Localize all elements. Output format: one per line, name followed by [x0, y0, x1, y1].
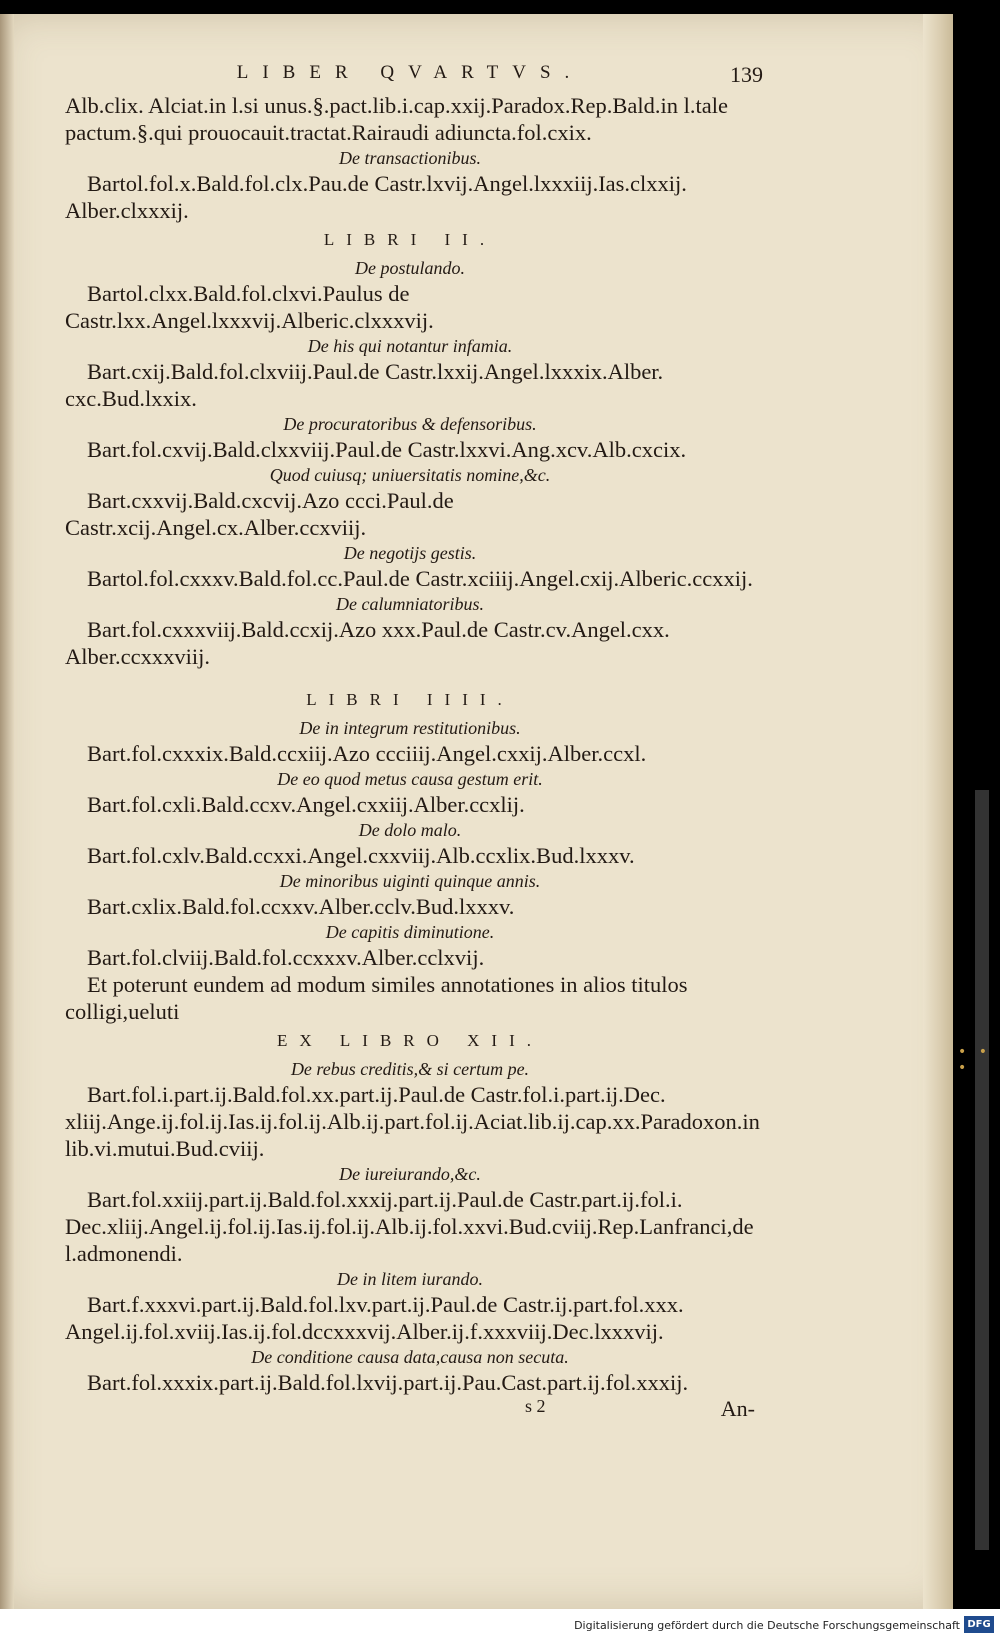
catchword: An-	[720, 1396, 755, 1421]
citation-paragraph: Bartol.clxx.Bald.fol.clxvi.Paulus de Castr.lxx.Angel.lxxxvij.Alberic.clxxxvij.	[65, 281, 434, 333]
section-heading: De dolo malo.	[358, 820, 462, 840]
page-right-edge	[923, 14, 953, 1609]
section-heading: De his qui notantur infamia.	[307, 336, 513, 356]
book-heading: LIBRI IIII.	[306, 690, 514, 709]
page-footer	[65, 1396, 755, 1426]
citation-paragraph: Bart.fol.cxxxix.Bald.ccxiij.Azo ccciiij.Angel.cxxij.Alber.ccxl.	[87, 741, 647, 766]
text-body	[65, 92, 760, 1396]
section-heading: De minoribus uiginti quinque annis.	[279, 871, 541, 891]
citation-paragraph: Bart.cxlix.Bald.fol.ccxxv.Alber.cclv.Bud.lxxxv.	[87, 894, 515, 919]
folio-number: 139	[730, 62, 763, 87]
page-left-edge	[0, 14, 14, 1609]
section-heading: De in litem iurando.	[337, 1269, 483, 1289]
section-heading: De iureiurando,&c.	[339, 1164, 481, 1184]
credit-bar	[0, 1609, 1000, 1647]
section-heading: De negotijs gestis.	[343, 543, 477, 563]
citation-paragraph: Bart.fol.clviij.Bald.fol.ccxxxv.Alber.cclxvij.	[87, 945, 485, 970]
credit-text: Digitalisierung gefördert durch die Deutsche Forschungsgemeinschaft	[574, 1619, 960, 1632]
section-heading: De eo quod metus causa gestum erit.	[277, 769, 543, 789]
fore-edge-dots: • • •	[958, 1044, 991, 1076]
citation-paragraph: Bart.fol.xxiij.part.ij.Bald.fol.xxxij.part.ij.Paul.de Castr.part.ij.fol.i. Dec.xliij.Angel.ij.fol.ij.Ias.ij.fol.ij.Alb.ij.fol.xxvi.Bud.cviij.Rep.Lanfranci,de l.admonendi.	[65, 1187, 754, 1266]
running-title: LIBER QVARTVS.	[236, 62, 584, 83]
citation-paragraph: Bartol.fol.x.Bald.fol.clx.Pau.de Castr.lxvij.Angel.lxxxiij.Ias.clxxij. Alber.clxxxij.	[65, 171, 687, 223]
page-text	[65, 62, 763, 1426]
dfg-logo: DFG	[964, 1616, 994, 1633]
signature-mark: s 2	[525, 1396, 546, 1416]
section-heading: Quod cuiusq; uniuersitatis nomine,&c.	[269, 465, 551, 485]
section-heading: De in integrum restitutionibus.	[299, 718, 521, 738]
citation-paragraph: Bart.f.xxxvi.part.ij.Bald.fol.lxv.part.ij.Paul.de Castr.ij.part.fol.xxx. Angel.ij.fol.xviij.Ias.ij.fol.dccxxxvij.Alber.ij.f.xxxviij.Dec.lxxxvij.	[65, 1292, 684, 1344]
citation-paragraph: Bart.fol.xxxix.part.ij.Bald.fol.lxvij.part.ij.Pau.Cast.part.ij.fol.xxxij.	[87, 1370, 689, 1395]
book-heading: EX LIBRO XII.	[276, 1031, 543, 1050]
citation-paragraph: Bart.fol.cxvij.Bald.clxxviij.Paul.de Castr.lxxvi.Ang.xcv.Alb.cxcix.	[87, 437, 687, 462]
citation-paragraph: Bartol.fol.cxxxv.Bald.fol.cc.Paul.de Castr.xciiij.Angel.cxij.Alberic.ccxxij.	[87, 566, 753, 591]
spacer	[65, 670, 755, 684]
running-header	[65, 62, 763, 92]
citation-paragraph: Bart.fol.cxlv.Bald.ccxxi.Angel.cxxviij.Alb.ccxlix.Bud.lxxxv.	[87, 843, 635, 868]
section-heading: De calumniatoribus.	[336, 594, 484, 614]
citation-paragraph: Bart.fol.cxxxviij.Bald.ccxij.Azo xxx.Paul.de Castr.cv.Angel.cxx. Alber.ccxxxviij.	[65, 617, 670, 669]
section-heading: De conditione causa data,causa non secuta.	[251, 1347, 569, 1367]
section-heading: De rebus creditis,& si certum pe.	[290, 1059, 530, 1079]
scan-shadow	[975, 790, 989, 1550]
section-heading: De procuratoribus & defensoribus.	[283, 414, 537, 434]
section-heading: De capitis diminutione.	[325, 922, 495, 942]
citation-paragraph: Et poterunt eundem ad modum similes annotationes in alios titulos colligi,ueluti	[65, 972, 688, 1024]
section-heading: De postulando.	[355, 258, 465, 278]
citation-paragraph: Bart.fol.cxli.Bald.ccxv.Angel.cxxiij.Alber.ccxlij.	[87, 792, 525, 817]
citation-paragraph: Alb.clix. Alciat.in l.si unus.§.pact.lib.i.cap.xxij.Paradox.Rep.Bald.in l.tale pactum.§.qui prouocauit.tractat.Rairaudi adiuncta.fol.cxix.	[65, 93, 729, 145]
section-heading: De transactionibus.	[339, 148, 481, 168]
book-heading: LIBRI II.	[323, 230, 497, 249]
citation-paragraph: Bart.cxxvij.Bald.cxcvij.Azo ccci.Paul.de Castr.xcij.Angel.cx.Alber.ccxviij.	[65, 488, 454, 540]
citation-paragraph: Bart.fol.i.part.ij.Bald.fol.xx.part.ij.Paul.de Castr.fol.i.part.ij.Dec. xliij.Ange.ij.fol.ij.Ias.ij.fol.ij.Alb.ij.part.fol.ij.Aciat.lib.ij.cap.xx.Paradoxon.in lib.vi.mutui.Bud.cviij.	[65, 1082, 760, 1161]
citation-paragraph: Bart.cxij.Bald.fol.clxviij.Paul.de Castr.lxxij.Angel.lxxxix.Alber. cxc.Bud.lxxix.	[65, 359, 664, 411]
